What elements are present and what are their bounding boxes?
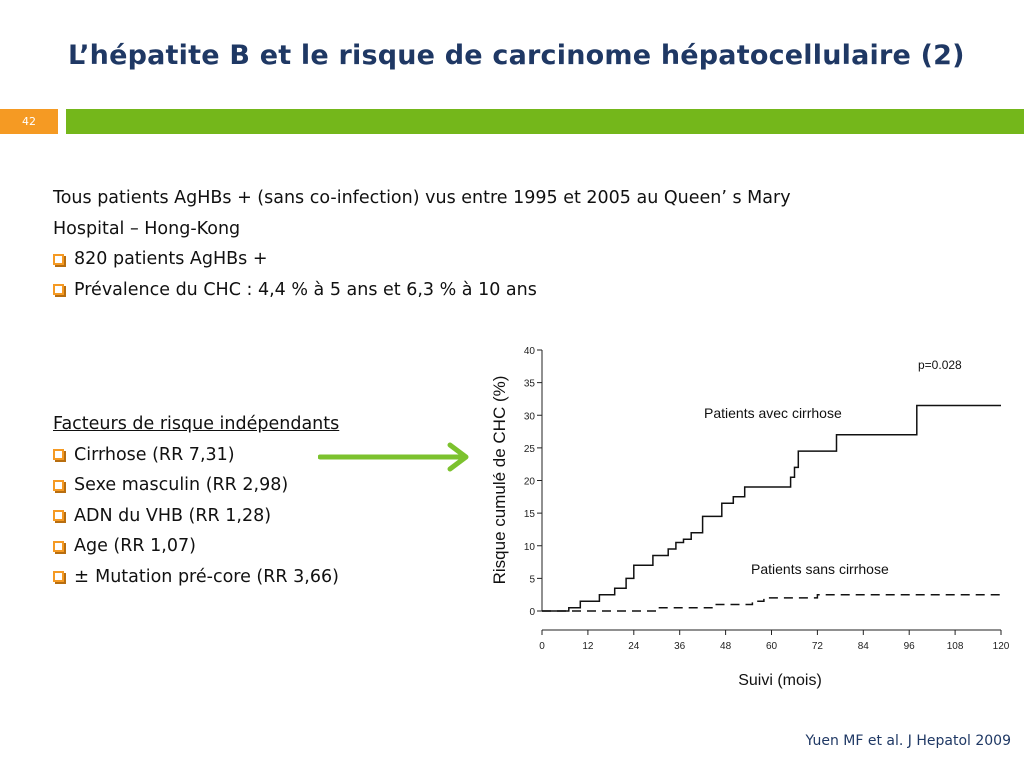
x-tick-label: 108 [946, 641, 964, 652]
source-citation: Yuen MF et al. J Hepatol 2009 [805, 733, 1011, 749]
plus-minus-symbol: ± [74, 565, 90, 587]
x-tick-label: 0 [539, 641, 545, 652]
factor-item [53, 470, 473, 501]
intro-line-1: Tous patients AgHBs + (sans co-infection) vus entre 1995 et 2005 au Queen’ s Mary [53, 188, 791, 208]
p-value-label: p=0.028 [918, 358, 962, 372]
intro-line-2: Hospital – Hong-Kong [53, 218, 241, 239]
factor-item [53, 562, 473, 593]
y-tick-label: 30 [523, 411, 535, 423]
x-axis-label: Suivi (mois) [738, 672, 822, 689]
checkbox-bullet-icon [53, 571, 64, 582]
x-tick-label: 72 [811, 641, 823, 652]
factor-item [53, 501, 473, 532]
series-line-cirrhosis [542, 406, 1001, 612]
checkbox-bullet-icon [53, 284, 64, 295]
checkbox-bullet-icon [53, 254, 64, 265]
y-tick-label: 15 [523, 509, 535, 521]
series-label-cirrhosis: Patients avec cirrhose [704, 405, 842, 421]
y-tick-label: 40 [523, 346, 535, 357]
slide-title: L’hépatite B et le risque de carcinome hépatocellulaire (2) [68, 40, 965, 71]
intro-block [53, 183, 953, 305]
series-label-no-cirrhosis: Patients sans cirrhose [751, 561, 889, 577]
x-tick-label: 120 [992, 641, 1010, 652]
bullet-item [53, 275, 953, 306]
x-tick-label: 96 [903, 641, 915, 652]
x-tick-label: 24 [628, 641, 640, 652]
bullet-text: Prévalence du CHC : 4,4 % à 5 ans et 6,3 % à 10 ans [74, 279, 537, 300]
green-arrow-icon [318, 440, 478, 474]
factor-text: Mutation pré-core (RR 3,66) [95, 566, 339, 587]
factor-text: Sexe masculin (RR 2,98) [74, 475, 289, 495]
checkbox-bullet-icon [53, 480, 64, 491]
y-tick-label: 5 [529, 574, 535, 586]
y-tick-label: 20 [523, 476, 535, 488]
bullet-text: 820 patients AgHBs + [74, 249, 268, 269]
y-tick-label: 35 [523, 378, 535, 390]
y-tick-label: 0 [529, 607, 535, 618]
x-tick-label: 84 [857, 641, 869, 652]
risk-factors-block [53, 409, 473, 592]
header-bar [66, 109, 1024, 134]
x-tick-label: 48 [720, 641, 732, 652]
factor-text: ADN du VHB (RR 1,28) [74, 505, 272, 526]
km-chart [480, 340, 1015, 700]
y-tick-label: 25 [523, 443, 535, 455]
y-axis-label: Risque cumulé de CHC (%) [490, 375, 509, 585]
checkbox-bullet-icon [53, 449, 64, 460]
slide-number: 42 [0, 109, 58, 134]
checkbox-bullet-icon [53, 541, 64, 552]
checkbox-bullet-icon [53, 510, 64, 521]
x-tick-label: 36 [674, 641, 686, 652]
factors-heading: Facteurs de risque indépendants [53, 414, 340, 434]
factor-item [53, 531, 473, 562]
y-tick-label: 10 [523, 541, 535, 553]
bullet-item [53, 244, 953, 275]
x-tick-label: 60 [765, 641, 778, 652]
x-tick-label: 12 [582, 641, 594, 652]
factor-text: Cirrhose (RR 7,31) [74, 444, 235, 465]
factor-text: Age (RR 1,07) [74, 536, 196, 556]
series-line-no-cirrhosis [542, 595, 1001, 611]
